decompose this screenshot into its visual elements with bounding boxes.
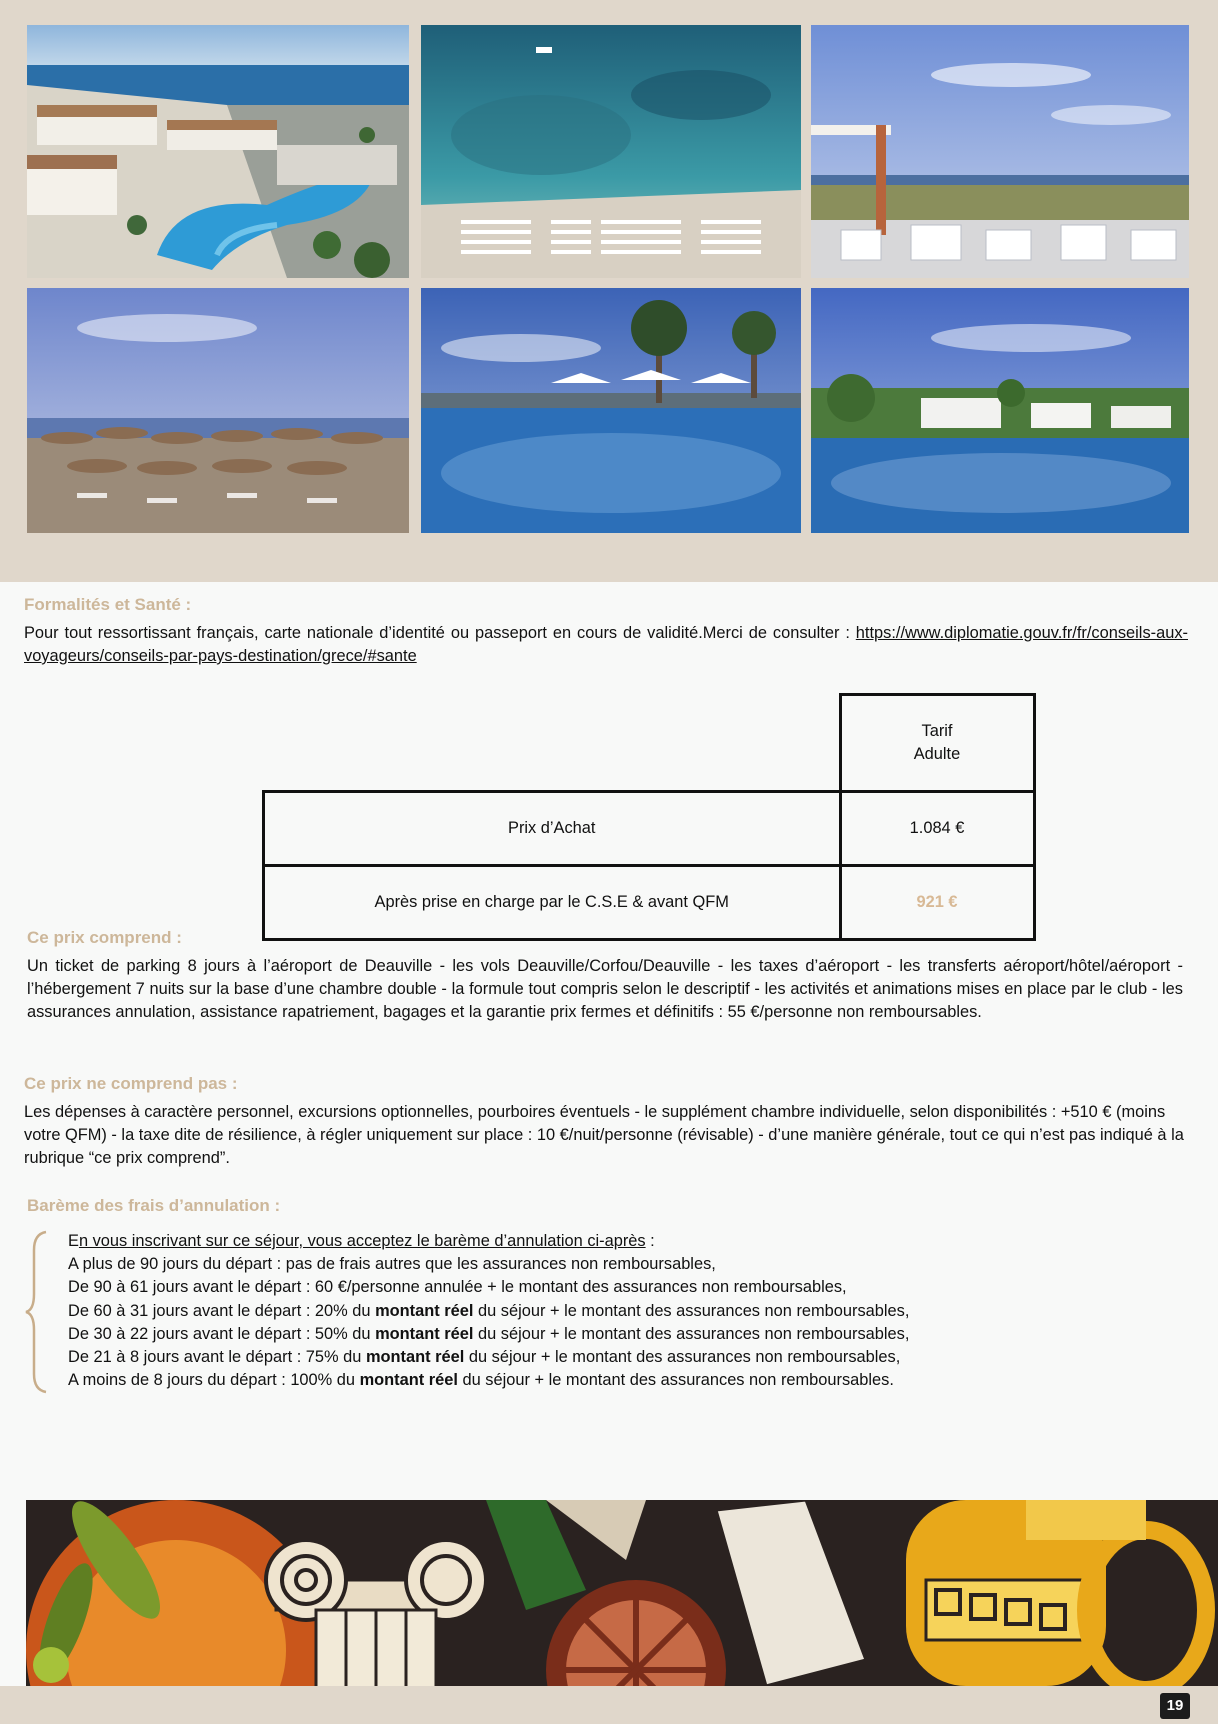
photo-pool-hotel-buildings [811,288,1189,533]
ne-comprend-pas-heading: Ce prix ne comprend pas : [24,1074,238,1093]
comprend-heading: Ce prix comprend : [27,928,182,947]
diplomatie-link[interactable]: https://www.diplomatie.gouv.fr/fr/conseils-aux-voyageurs/conseils-par-pays-destination/grece/#sante [24,624,1188,665]
formalites-sentence: Pour tout ressortissant français, carte nationale d’identité ou passeport en cours de validité.Merci de consulter : [24,624,850,642]
photo-beach-parasols [27,288,409,533]
row-value-prix-achat: 1.084 € [840,792,1034,866]
annulation-heading: Barème des frais d’annulation : [27,1196,281,1215]
annulation-line-3: De 60 à 31 jours avant le départ : 20% du montant réel du séjour + le montant des assurances non remboursables, [68,1301,910,1320]
annulation-intro: En vous inscrivant sur ce séjour, vous acceptez le barème d’annulation ci-après : [68,1232,655,1250]
annulation-line-2: De 90 à 61 jours avant le départ : 60 €/personne annulée + le montant des assurances non remboursables, [68,1278,847,1297]
photo-resort-pool-aerial [27,25,409,278]
curly-brace-decoration [24,1228,54,1396]
tarif-header-cell [840,695,1034,792]
row-label-prix-achat: Prix d’Achat [264,792,841,866]
annulation-line-6: A moins de 8 jours du départ : 100% du montant réel du séjour + le montant des assurances non remboursables. [68,1371,894,1390]
photo-beach-aerial [421,25,801,278]
greek-illustration [26,1500,1218,1686]
photo-terrace-restaurant [811,25,1189,278]
formalites-text [24,622,1188,668]
comprend-text: Un ticket de parking 8 jours à l’aéroport de Deauville - les vols Deauville/Corfou/Deauville - les taxes d’aéroport - les transferts aéroport/hôtel/aéroport - l’hébergement 7 nuits sur la base d’une chambre double - la formule tout compris selon le descriptif - les activités et animations mises en place par le club - les assurances annulation, assistance rapatriement, bagages et la garantie prix fermes et définitifs : 55 €/personne non remboursables. [27,957,1183,1021]
page-number: 19 [1160,1693,1190,1719]
tarif-header-line1: Tarif [921,722,953,740]
photo-infinity-pool-palms [421,288,801,533]
tarif-header-line2: Adulte [913,745,961,763]
annulation-line-5: De 21 à 8 jours avant le départ : 75% du montant réel du séjour + le montant des assurances non remboursables, [68,1348,901,1367]
ne-comprend-pas-text: Les dépenses à caractère personnel, excursions optionnelles, pourboires éventuels - le supplément chambre individuelle, selon disponibilités : +510 € (moins votre QFM) - la taxe dite de résilience, à régler uniquement sur place : 10 €/nuit/personne (révisable) - d’une manière générale, tout ce qui n’est pas indiqué à la rubrique “ce prix comprend”. [24,1103,1184,1167]
tarif-table [262,693,1036,941]
annulation-line-4: De 30 à 22 jours avant le départ : 50% du montant réel du séjour + le montant des assurances non remboursables, [68,1324,910,1343]
footer-band [0,1686,1218,1724]
annulation-list [68,1230,909,1392]
formalites-heading: Formalités et Santé : [24,595,192,614]
annulation-line-1: A plus de 90 jours du départ : pas de frais autres que les assurances non remboursables, [68,1255,716,1274]
row-value-apres-prise-en-charge: 921 € [840,866,1034,940]
row-label-apres-prise-en-charge: Après prise en charge par le C.S.E & avant QFM [264,866,841,940]
